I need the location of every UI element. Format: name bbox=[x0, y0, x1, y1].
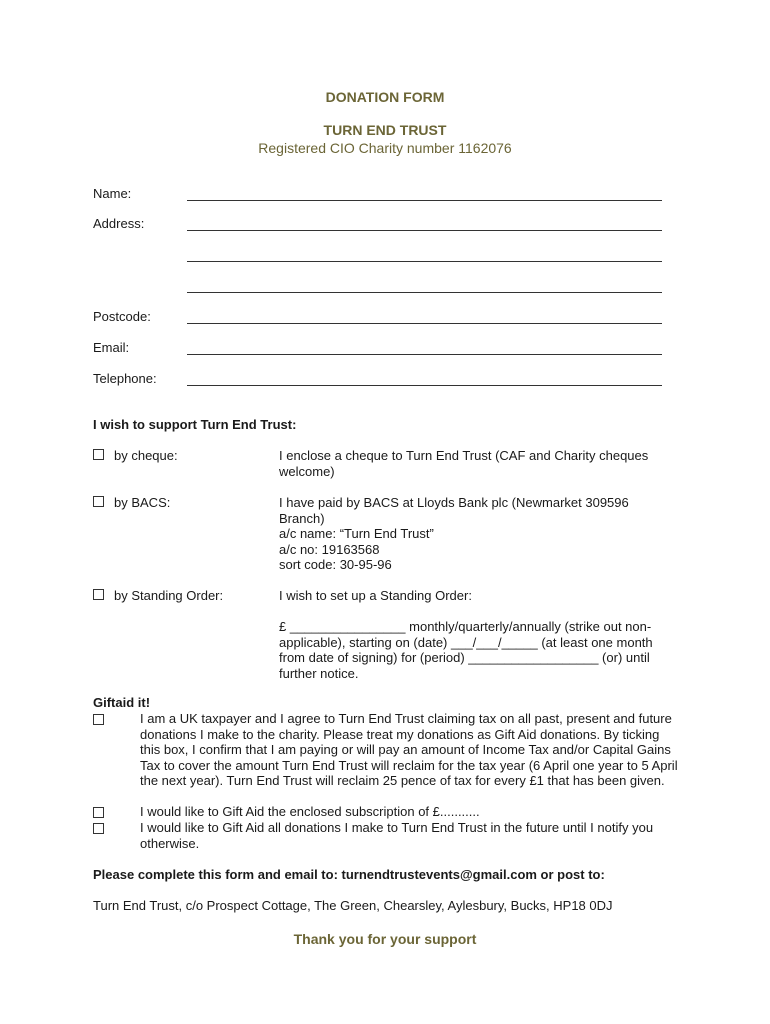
giftaid-checkbox-1[interactable] bbox=[93, 714, 104, 725]
form-title: DONATION FORM bbox=[325, 89, 445, 105]
standing-order-text: I wish to set up a Standing Order: bbox=[279, 588, 472, 603]
standing-order-label: by Standing Order: bbox=[114, 588, 224, 603]
name-line[interactable] bbox=[187, 200, 662, 201]
telephone-label: Telephone: bbox=[93, 371, 157, 386]
thank-you: Thank you for your support bbox=[293, 931, 477, 947]
cheque-checkbox[interactable] bbox=[93, 449, 104, 460]
name-label: Name: bbox=[93, 186, 132, 201]
bacs-checkbox[interactable] bbox=[93, 496, 104, 507]
cheque-option[interactable] bbox=[93, 448, 178, 463]
address-label: Address: bbox=[93, 216, 145, 231]
support-heading: I wish to support Turn End Trust: bbox=[93, 417, 297, 432]
email-instruction: Please complete this form and email to: turnendtrustevents@gmail.com or post to: bbox=[93, 867, 605, 882]
standing-order-checkbox[interactable] bbox=[93, 589, 104, 600]
cheque-label: by cheque: bbox=[114, 448, 178, 463]
giftaid-subscription: I would like to Gift Aid the enclosed subscription of £........... bbox=[140, 804, 480, 819]
address-line-3[interactable] bbox=[187, 292, 662, 293]
email-line[interactable] bbox=[187, 354, 662, 355]
cheque-text: I enclose a cheque to Turn End Trust (CAF and Charity cheques welcome) bbox=[279, 448, 649, 479]
bacs-details bbox=[279, 495, 674, 573]
org-name: TURN END TRUST bbox=[323, 122, 447, 138]
bacs-bank: I have paid by BACS at Lloyds Bank plc (Newmarket 309596 Branch) bbox=[279, 495, 629, 526]
bacs-label: by BACS: bbox=[114, 495, 171, 510]
bacs-account-name: a/c name: “Turn End Trust” bbox=[279, 526, 434, 541]
charity-number: Registered CIO Charity number 1162076 bbox=[258, 140, 512, 156]
giftaid-future: I would like to Gift Aid all donations I make to Turn End Trust in the future until I notify you otherwise. bbox=[140, 820, 654, 851]
email-label: Email: bbox=[93, 340, 130, 355]
telephone-line[interactable] bbox=[187, 385, 662, 386]
giftaid-heading: Giftaid it! bbox=[93, 695, 151, 710]
giftaid-checkbox-2[interactable] bbox=[93, 807, 104, 818]
standing-order-option[interactable] bbox=[93, 588, 223, 603]
giftaid-declaration: I am a UK taxpayer and I agree to Turn End Trust claiming tax on all past, present and future donations I make to the charity. Please treat my donations as Gift Aid donations. By ticking this box, I confirm that I am paying or will pay an amount of Income Tax and/or Capital Gains Tax to cover the amount Turn End Trust will reclaim for the tax year (6 April one year to 5 April the next year). Turn End Trust will reclaim 25 pence of tax for every £1 that has been given. bbox=[140, 711, 678, 788]
postcode-label: Postcode: bbox=[93, 309, 151, 324]
address-line-1[interactable] bbox=[187, 230, 662, 231]
standing-order-details: £ ________________ monthly/quarterly/annually (strike out non-applicable), starting on (date) ___/___/_____ (at least one month from date of signing) for (period) __________________ (or) until further notice. bbox=[279, 619, 653, 681]
bacs-option[interactable] bbox=[93, 495, 170, 510]
giftaid-checkbox-3[interactable] bbox=[93, 823, 104, 834]
bacs-account-number: a/c no: 19163568 bbox=[279, 541, 380, 557]
postcode-line[interactable] bbox=[187, 323, 662, 324]
address-line-2[interactable] bbox=[187, 261, 662, 262]
bacs-sort-code: sort code: 30-95-96 bbox=[279, 557, 392, 572]
postal-address: Turn End Trust, c/o Prospect Cottage, The Green, Chearsley, Aylesbury, Bucks, HP18 0DJ bbox=[93, 898, 613, 913]
